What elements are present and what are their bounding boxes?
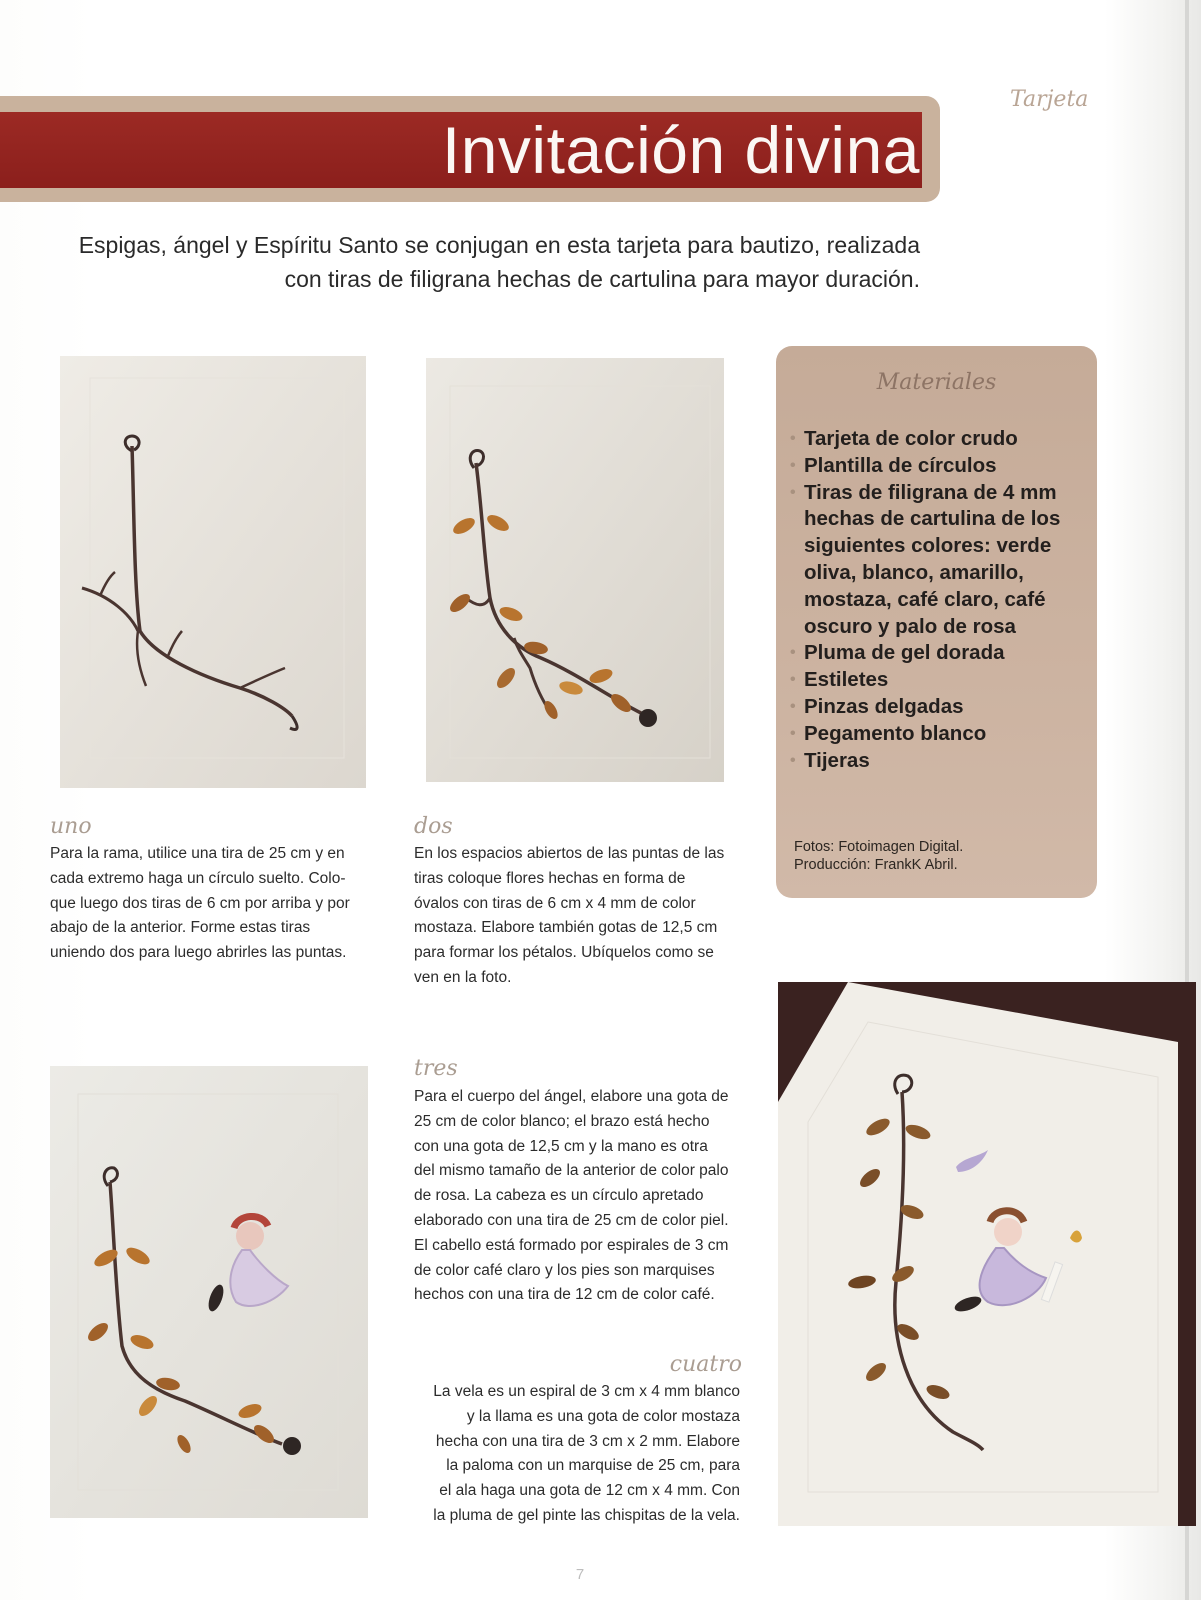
bullet-icon: • (790, 697, 796, 715)
materials-item-text: Estiletes (804, 668, 889, 692)
text-line: con una gota de 12,5 cm y la mano es otra (414, 1137, 708, 1155)
materials-item-text: Pinzas delgadas (804, 694, 964, 718)
section-tag: Tarjeta (1010, 87, 1089, 112)
text-line: hecha con una tira de 3 cm x 2 mm. Elabore (435, 1432, 740, 1450)
text-line: del mismo tamaño de la anterior de color palo (414, 1162, 729, 1180)
text-line: óvalos con tiras de 6 cm x 4 mm de color (414, 894, 696, 912)
intro-paragraph (40, 228, 920, 296)
page-number: 7 (575, 1566, 585, 1583)
finished-card-illustration (778, 982, 1196, 1526)
materials-item (784, 721, 1089, 748)
intro-line-1: Espigas, ángel y Espíritu Santo se conjugan en esta tarjeta para bautizo, realizada (78, 232, 920, 258)
text-line: Para la rama, utilice una tira de 25 cm y en (50, 845, 345, 862)
text-line: el ala haga una gota de 12 cm x 4 mm. Con (439, 1482, 740, 1500)
materials-item-text: Plantilla de círculos (804, 453, 997, 477)
materials-item-text: Tarjeta de color crudo (804, 427, 1018, 450)
step-uno-photo (60, 356, 366, 788)
text-line: elaborado con una tira de 25 cm de color piel. (414, 1211, 729, 1229)
materials-item (784, 480, 1089, 641)
text-line: la paloma con un marquise de 25 cm, para (446, 1457, 740, 1475)
bullet-icon: • (790, 456, 796, 474)
text-line: de rosa. La cabeza es un círculo apretado (414, 1187, 704, 1205)
step-dos-photo (426, 358, 724, 782)
text-line: tiras coloque flores hechas en forma de (414, 869, 686, 887)
step-dos-label: dos (414, 814, 453, 839)
finished-card-photo (778, 982, 1196, 1526)
step-uno-illustration (60, 356, 366, 788)
step-tres-photo (50, 1066, 368, 1518)
bullet-icon: • (790, 671, 796, 689)
step-cuatro-label: cuatro (669, 1352, 742, 1377)
text-line: Para el cuerpo del ángel, elabore una gota de (414, 1088, 729, 1105)
credits-photos: Fotos: Fotoimagen Digital. (794, 839, 964, 855)
bullet-icon: • (790, 430, 796, 447)
intro-line-2: con tiras de filigrana hechas de cartulina para mayor duración. (284, 266, 920, 292)
text-line: y la llama es una gota de color mostaza (466, 1407, 740, 1425)
text-line: ven en la foto. (414, 968, 512, 986)
step-dos-text (414, 842, 754, 991)
step-cuatro-text (404, 1380, 740, 1529)
bullet-icon: • (790, 724, 796, 742)
materials-item (784, 453, 1089, 480)
bullet-icon: • (790, 751, 796, 769)
bullet-icon: • (790, 483, 796, 501)
materials-item (784, 640, 1089, 667)
materials-item-text: Pegamento blanco (804, 721, 987, 745)
photo-credits (794, 838, 1084, 874)
materials-item (784, 667, 1089, 694)
step-tres-illustration (50, 1066, 368, 1518)
materials-item (784, 748, 1089, 775)
materials-box (776, 346, 1097, 898)
text-line: abajo de la anterior. Forme estas tiras (50, 919, 311, 937)
step-tres-text (414, 1085, 754, 1308)
text-line: la pluma de gel pinte las chispitas de la vela. (433, 1506, 740, 1524)
step-dos-illustration (426, 358, 724, 782)
text-line: El cabello está formado por espirales de 3 cm (414, 1236, 729, 1254)
step-uno-text (50, 842, 390, 966)
credits-production: Producción: FrankK Abril. (794, 857, 958, 873)
step-tres-label: tres (414, 1056, 458, 1081)
materials-item (784, 426, 1089, 453)
text-line: uniendo dos para luego abrirles las puntas. (50, 944, 347, 962)
materials-item (784, 694, 1089, 721)
materials-list (784, 426, 1089, 774)
materials-item-text: Tijeras (804, 748, 870, 772)
materials-title: Materiales (876, 370, 997, 395)
step-uno-label: uno (50, 814, 92, 839)
text-line: de color café claro y los pies son marquises (414, 1261, 715, 1279)
text-line: hechos con una tira de 12 cm de color café. (414, 1286, 715, 1304)
text-line: 25 cm de color blanco; el brazo está hecho (414, 1112, 710, 1130)
text-line: En los espacios abiertos de las puntas de las (414, 845, 725, 862)
text-line: para formar los pétalos. Ubíquelos como se (414, 944, 714, 962)
text-line: mostaza. Elabore también gotas de 12,5 cm (414, 919, 718, 937)
page-title: Invitación divina (441, 113, 920, 187)
text-line: La vela es un espiral de 3 cm x 4 mm blanco (433, 1383, 740, 1400)
materials-item-text: Pluma de gel dorada (804, 641, 1005, 665)
text-line: cada extremo haga un círculo suelto. Colo- (50, 869, 346, 887)
materials-item-text: Tiras de filigrana de 4 mm hechas de cartulina de los siguientes colores: verde oliva, blanco, amarillo, mostaza, café claro, café oscuro y palo de rosa (804, 480, 1061, 638)
bullet-icon: • (790, 644, 796, 662)
text-line: que luego dos tiras de 6 cm por arriba y por (50, 894, 350, 912)
